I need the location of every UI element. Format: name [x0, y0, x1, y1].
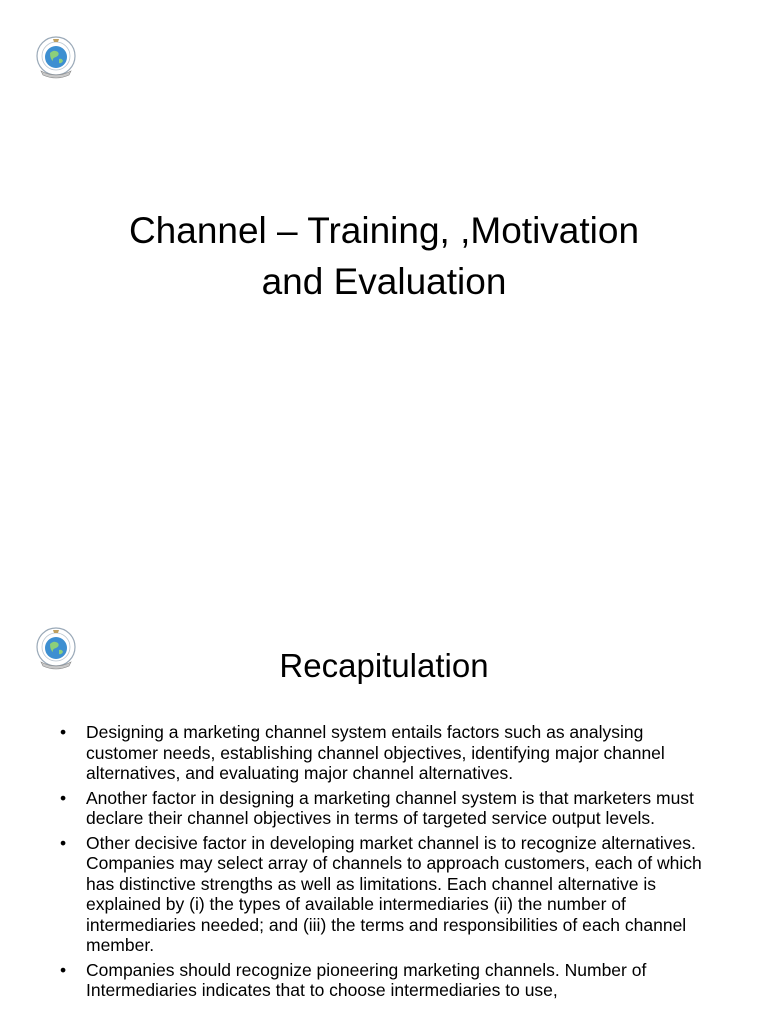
bullet-marker: • [60, 959, 67, 980]
recapitulation-slide [0, 576, 768, 1024]
bullet-list [60, 722, 720, 1005]
emblem-logo [33, 35, 79, 81]
bullet-marker: • [60, 832, 67, 853]
bullet-marker: • [60, 787, 67, 808]
bullet-text: Other decisive factor in developing market channel is to recognize alternatives. Companies may select array of channels to approach customers, each of which has distinctive strengths as well as limitations. Each channel alternative is explained by (i) the types of available intermediaries (ii) the number of intermediaries needed; and (iii) the terms and responsibilities of each channel member. [86, 832, 702, 955]
bullet-item [60, 960, 720, 1001]
bullet-marker: • [60, 722, 67, 742]
bullet-item [60, 788, 720, 829]
bullet-item [60, 833, 720, 956]
slide-title: Recapitulation [279, 647, 489, 684]
bullet-text: Designing a marketing channel system entails factors such as analysing customer needs, establishing channel objectives, identifying major channel alternatives, and evaluating major channel alternatives. [86, 722, 665, 783]
bullet-text: Companies should recognize pioneering marketing channels. Number of Intermediaries indicates that to choose intermediaries to use, [86, 959, 647, 1000]
slide-title: Channel – Training, ,Motivation and Evaluation [128, 210, 640, 302]
bullet-item [60, 722, 720, 784]
bullet-text: Another factor in designing a marketing channel system is that marketers must declare their channel objectives in terms of targeted service output levels. [86, 787, 694, 828]
